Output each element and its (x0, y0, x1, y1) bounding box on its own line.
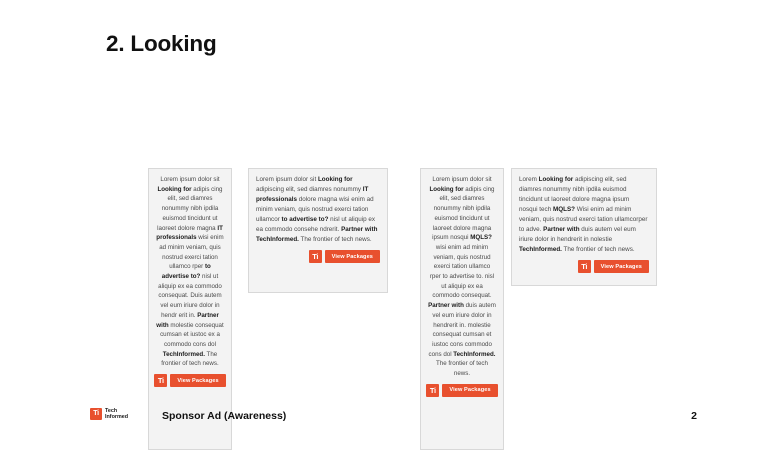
techinformed-logo-icon: Ti (426, 384, 439, 397)
ad-cta-row (156, 374, 224, 387)
techinformed-logo-icon: Ti (90, 408, 102, 420)
ad-copy-text: Lorem Looking for adipiscing elit, sed diamres nonummy nibh ipdila euismod tincidunt ut laoreet dolore magna ipsum nosqui tech MQLS? Wisi enim ad minim veniam, quis nostrud exerci tation ullamcorper to adve. Partner with duis autem vel eum iriure dolor in hendrerit in nolestie TechInformed. The frontier of tech news. (519, 176, 648, 253)
ad-cta-row (256, 250, 380, 263)
ad-copy-text: Lorem ipsum dolor sit Looking for adipiscing elit, sed diamres nonummy IT professionals dolore magna wisi enim ad minim veniam, quis nostrud exerci tation ullamcor to advertise to? nisl ut aliquip ex ea commodo consehe ndrerit. Partner with TechInformed. The frontier of tech news. (256, 176, 378, 243)
ad-mockups-group (0, 82, 777, 395)
brand-logo (90, 408, 128, 420)
slide-footer (0, 400, 777, 442)
footer-section-label: Sponsor Ad (Awareness) (162, 410, 287, 422)
ad-cta-row (428, 384, 496, 397)
brand-logo-line-2: Informed (105, 414, 129, 421)
ad-creative-rectangle-2[interactable] (511, 168, 657, 286)
ad-copy-text: Lorem ipsum dolor sit Looking for adipis cing elit, sed diamres nonummy nibh ipdila euismod tincidunt ut laoreet dolore magna ipsum nosqui MQLS? wisi enim ad minim veniam, quis nostrud exerci tation ullamco rper to advertise to. nisl ut aliquip ex ea commodo consequat. Partner with duis autem vel eum iriure dolor in hendrerit in. molestie consequat cumsan et iustoc cons commodo cons dol TechInformed. The frontier of tech news. (428, 176, 496, 378)
page-title: 2. Looking (106, 31, 217, 56)
techinformed-logo-icon: Ti (154, 374, 167, 387)
techinformed-logo-icon: Ti (578, 260, 591, 273)
view-packages-button[interactable]: View Packages (442, 384, 497, 397)
view-packages-button[interactable]: View Packages (594, 260, 649, 273)
brand-logo-wordmark (105, 408, 128, 420)
view-packages-button[interactable]: View Packages (325, 250, 380, 263)
page-number: 2 (691, 410, 697, 422)
ad-copy-text: Lorem ipsum dolor sit Looking for adipis cing elit, sed diamres nonummy nibh ipdila euismod tincidunt ut laoreet dolore magna IT professionals wisi enim ad minim veniam, quis nostrud exerci tation ullamco rper to advertise to? nisl ut aliquip ex ea commodo consequat. Duis autem vel eum iriure dolor in hendr erit in. Partner with molestie consequat cumsan et iustoc ex a commodo cons dol TechInformed. The frontier of tech news. (156, 176, 224, 368)
techinformed-logo-icon: Ti (309, 250, 322, 263)
brand-logo-line-1: Tech (105, 408, 118, 414)
view-packages-button[interactable]: View Packages (170, 374, 225, 387)
ad-creative-rectangle-1[interactable] (248, 168, 388, 293)
ad-cta-row (519, 260, 649, 273)
